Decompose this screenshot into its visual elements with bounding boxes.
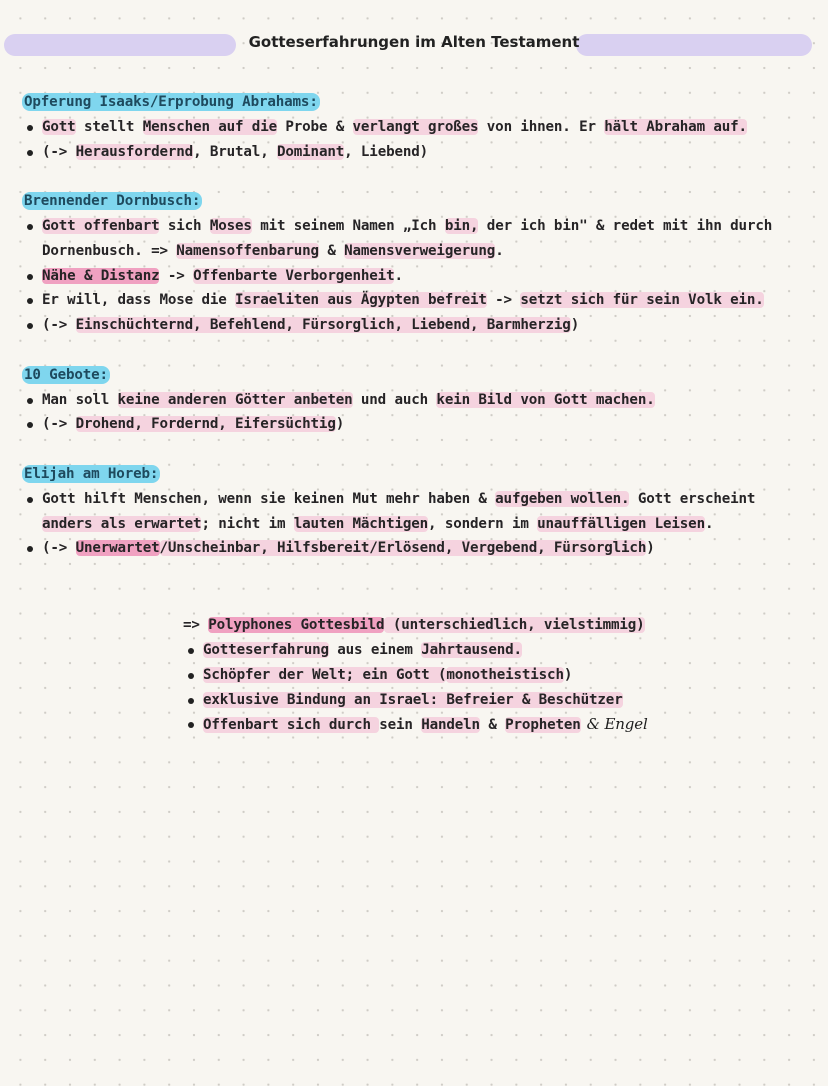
section-heading (22, 462, 818, 487)
text-segment: Gott hilft Menschen, wenn sie keinen Mut mehr haben & (42, 490, 496, 507)
note-section (22, 363, 818, 437)
text-segment: stellt (75, 118, 143, 135)
text-segment: der ich bin" & redet mit ihn durch (478, 217, 773, 234)
highlight-text: Gott (42, 118, 76, 135)
bullet-continuation (22, 512, 818, 537)
bullet-item (22, 288, 818, 313)
highlight-text: Israeliten aus Ägypten befreit (235, 292, 487, 309)
highlight-text: Herausfordernd (75, 143, 194, 160)
section-heading (22, 189, 818, 214)
highlight-text: aufgeben wollen. (495, 490, 630, 507)
text-segment: sein (379, 717, 422, 734)
highlight-text: exklusive Bindung an Israel: Befreier & Beschützer (203, 691, 623, 708)
bullet-item (183, 613, 818, 638)
text-segment: , Liebend) (344, 143, 429, 160)
section-heading-text: Opferung Isaaks/Erprobung Abrahams: (24, 94, 318, 110)
bullet-item (183, 638, 818, 663)
text-segment: => (183, 617, 209, 634)
section-heading-text: 10 Gebote: (24, 366, 108, 383)
page-title: Gotteserfahrungen im Alten Testament (248, 33, 580, 51)
text-segment: Gott erscheint (629, 490, 756, 507)
highlight-text: Offenbarte Verborgenheit (193, 267, 395, 284)
highlight-text: anders als erwartet (42, 515, 202, 532)
highlight-text: unauffälligen Leisen (537, 515, 705, 532)
text-segment: Er will, dass Mose die (42, 292, 236, 309)
highlight-text: Menschen auf die (142, 118, 277, 135)
highlight-text: Gotteserfahrung (203, 641, 329, 658)
text-segment: Dornenbusch. => (42, 242, 177, 259)
bullet-item (22, 313, 818, 338)
highlight-text: setzt sich für sein Volk ein. (520, 292, 764, 309)
text-segment: (-> (42, 317, 76, 334)
bullet-item (22, 115, 818, 140)
text-segment: ) (570, 317, 580, 334)
section-heading-text: Brennender Dornbusch: (24, 193, 201, 210)
strong-highlight-text: Polyphones Gottesbild (208, 617, 385, 634)
highlight-text: Namensoffenbarung (176, 242, 319, 259)
bullet-item (22, 264, 818, 289)
text-segment: -> (159, 267, 194, 284)
text-segment: . (495, 242, 504, 259)
text-segment: & (479, 717, 506, 734)
summary-block (183, 613, 818, 738)
highlight-text: bin, (444, 217, 479, 234)
text-segment: von ihnen. Er (478, 118, 605, 135)
text-segment: , Brutal, (193, 143, 277, 160)
section-heading (22, 90, 818, 115)
text-segment: mit seinem Namen „Ich (251, 217, 445, 234)
strong-highlight-text: Nähe & Distanz (42, 267, 160, 284)
text-segment: ) (646, 540, 655, 557)
handwritten-note: & Engel (586, 715, 648, 734)
text-segment: aus einem (328, 641, 422, 658)
text-segment: Probe & (276, 118, 353, 135)
bullet-item (183, 688, 818, 713)
text-segment: ; nicht im (201, 515, 294, 532)
text-segment: Man soll (42, 391, 118, 408)
bullet-item (22, 487, 818, 512)
highlight-text: lauten Mächtigen (293, 515, 429, 532)
note-section (22, 90, 818, 164)
text-segment: -> (486, 292, 521, 309)
text-segment: . (704, 515, 714, 532)
bullet-item (22, 388, 818, 413)
highlight-text: Jahrtausend. (421, 641, 522, 658)
highlight-text: Propheten (505, 717, 581, 734)
bullet-item (22, 140, 818, 165)
bullet-item (183, 663, 818, 688)
highlight-text: monotheistisch (446, 666, 564, 683)
text-segment: (-> (42, 540, 76, 557)
text-segment: sich (159, 217, 210, 234)
note-section (22, 189, 818, 338)
text-segment: , sondern im (428, 515, 538, 532)
highlight-text: Schöpfer der Welt; ein Gott ( (203, 666, 447, 683)
bullet-item (22, 214, 818, 239)
notes-content (22, 90, 818, 738)
highlight-text: Handeln (421, 717, 480, 734)
bullet-item (22, 536, 818, 561)
text-segment: (-> (42, 416, 76, 433)
highlight-text: Namensverweigerung (344, 242, 496, 259)
text-segment: (-> (42, 143, 76, 160)
highlight-text: Einschüchternd, Befehlend, Fürsorglich, Liebend, Barmherzig (75, 317, 571, 334)
bullet-continuation (22, 239, 818, 264)
bullet-item (22, 412, 818, 437)
bullet-item (183, 712, 818, 738)
highlight-text: hält Abraham auf. (604, 118, 747, 135)
highlight-text: verlangt großes (352, 118, 479, 135)
highlight-text: Drohend, Fordernd, Eifersüchtig (75, 416, 336, 433)
highlight-text: keine anderen Götter anbeten (117, 391, 353, 408)
text-segment: und auch (352, 391, 437, 408)
text-segment: ) (563, 666, 573, 683)
highlight-text: /Unscheinbar, Hilfsbereit/Erlösend, Vergebend, Fürsorglich (159, 540, 647, 557)
highlight-text: Gott offenbart (42, 217, 160, 234)
text-segment: & (318, 242, 345, 259)
highlight-text: Moses (209, 217, 252, 234)
strong-highlight-text: Unerwartet (75, 540, 160, 557)
highlight-text: (unterschiedlich, vielstimmig) (384, 617, 645, 634)
highlight-text: Dominant (276, 143, 345, 160)
text-segment: ) (335, 416, 345, 433)
note-section (22, 462, 818, 561)
highlight-text: kein Bild von Gott machen. (436, 391, 655, 408)
text-segment: . (394, 267, 403, 284)
section-heading (22, 363, 818, 388)
section-heading-text: Elijah am Horeb: (24, 465, 159, 482)
highlight-text: Offenbart sich durch (203, 717, 380, 734)
